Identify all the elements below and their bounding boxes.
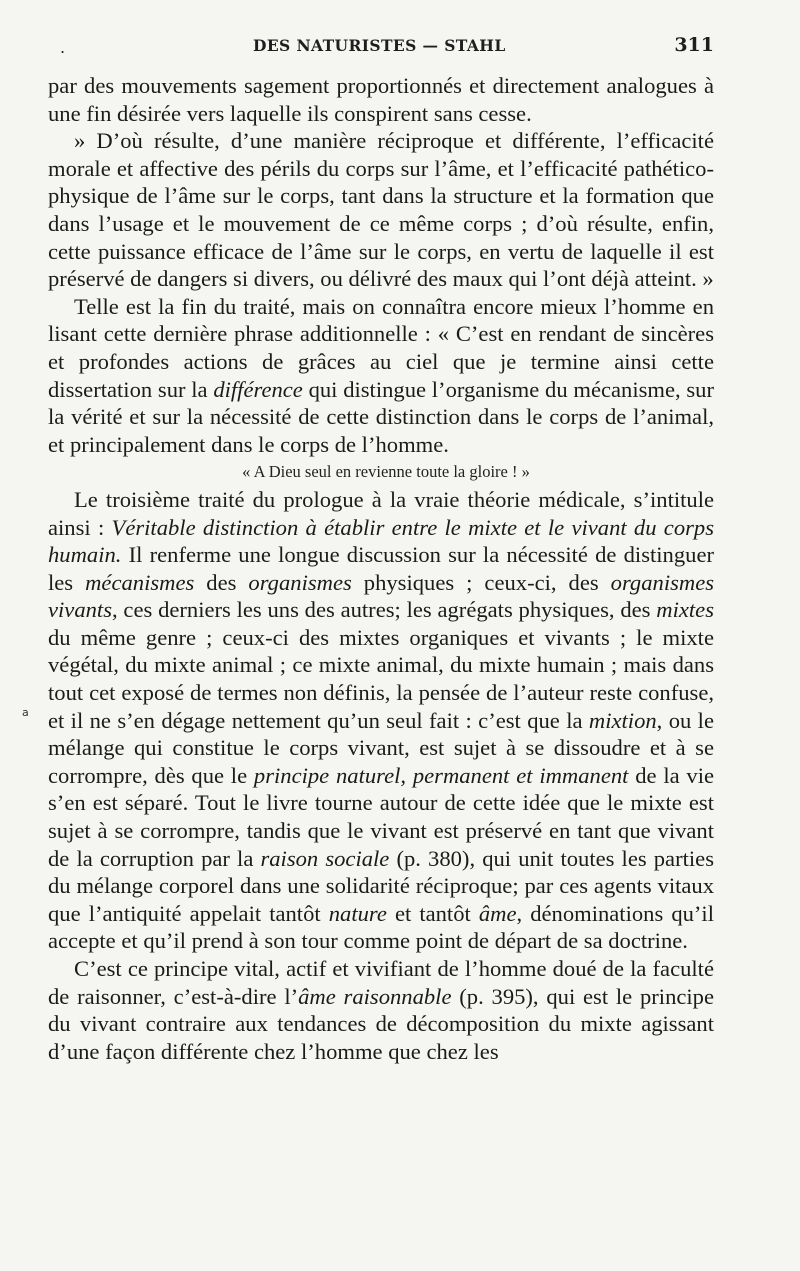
text-run: (p. 395), qui est le principe du vivant contraire aux tendances de décomposition du mixte agissant d’une façon différente chez l’homme que chez les [48,983,714,1064]
header-dot: . [60,38,66,57]
text-run: du même genre ; ceux-ci des mixtes organiques et vivants ; le mixte végétal, du mixte animal ; ce mixte animal, du mixte humain ; mais dans tout cet exposé de termes non définis, la pensée de l’auteur reste confuse, et il ne s’en dégage nettement qu’un seul fait : c’est que la [48,624,714,733]
running-title: DES NATURISTES — STAHL [253,36,506,55]
italic-text: nature [328,900,387,926]
text-run: des [194,569,249,595]
text-run: C’est ce principe vital, actif et vivifiant de l’homme doué de la faculté de raisonner, c’est-à-dire l’ [48,956,714,1009]
italic-text: raison sociale [260,845,390,871]
text-run: et tantôt [386,900,479,926]
italic-text: différence [213,376,303,402]
paragraph-treatise-end [48,293,714,459]
text-run: (p. 380), qui unit toutes les parties du mélange corporel dans une solidarité réciproque; par ces agents vitaux que l’antiquité appelait tantôt [48,845,714,926]
text-run: qui distingue l’organisme du mécanisme, sur la vérité et sur la nécessité de cette distinction dans le corps de l’animal, et principalement dans le corps de l’homme. [48,376,715,457]
text-run: « A Dieu seul en revienne toute la gloire ! » [242,462,530,482]
paragraph-quote-conclusion [48,127,714,293]
italic-text: mixtes [656,597,714,623]
text-run: , ces derniers les uns des autres; les agrégats physiques, des [112,597,657,623]
italic-text: âme raisonnable [298,983,452,1009]
margin-mark: a [22,706,29,719]
text-run: de la vie s’en est séparé. Tout le livre tourne autour de cette idée que le mixte est sujet à se corrompre, tandis que le vivant est préservé en tant que vivant de la corruption par la [48,762,714,871]
epigraph [48,458,714,486]
italic-text: mixtion [588,707,657,733]
text-run: , ou le mélange qui constitue le corps vivant, est sujet à se dissoudre et à se corrompre, dès que le [48,707,714,788]
italic-text: principe naturel, permanent et immanent [253,762,629,788]
text-run: Il renferme une longue discussion sur la nécessité de distinguer les [48,542,714,595]
text-run: Telle est la fin du traité, mais on connaîtra encore mieux l’homme en lisant cette dernière phrase additionnelle : « C’est en rendant de sincères et profondes actions de grâces au ciel que je termine ainsi cette dissertation sur la [48,293,714,402]
paragraph-third-treatise [48,486,714,955]
text-run: , dénominations qu’il accepte et qu’il prend à son tour comme point de départ de sa doctrine. [48,900,714,954]
italic-text: âme [478,900,517,926]
text-run: physiques ; ceux-ci, des [351,569,611,595]
page-header [48,34,714,64]
text-run: Le troisième traité du prologue à la vraie théorie médicale, s’intitule ainsi : [48,486,714,540]
italic-text: Véritable distinction à établir entre le mixte et le vivant du corps humain. [48,514,714,568]
italic-text: organismes [248,569,352,595]
page-number: 311 [674,34,714,56]
text-run: » D’où résulte, d’une manière réciproque et différente, l’efficacité morale et affective des périls du corps sur l’âme, et l’efficacité pathético-physique de l’âme sur le corps, tant dans la structure et la formation que dans l’usage et le mouvement de ce même corps ; d’où résulte, enfin, cette puissance efficace de l’âme sur le corps, en vertu de laquelle il est préservé de dangers si divers, ou délivré des maux qui l’ont déjà atteint. » [48,128,714,292]
text-run: par des mouvements sagement proportionnés et directement analogues à une fin désirée vers laquelle ils conspirent sans cesse. [48,73,714,126]
italic-text: organismes vivants [48,569,715,623]
paragraph-continuation [48,72,714,127]
paragraph-vital-principle [48,955,714,1065]
body-text [48,72,714,1065]
italic-text: mécanismes [85,569,195,595]
